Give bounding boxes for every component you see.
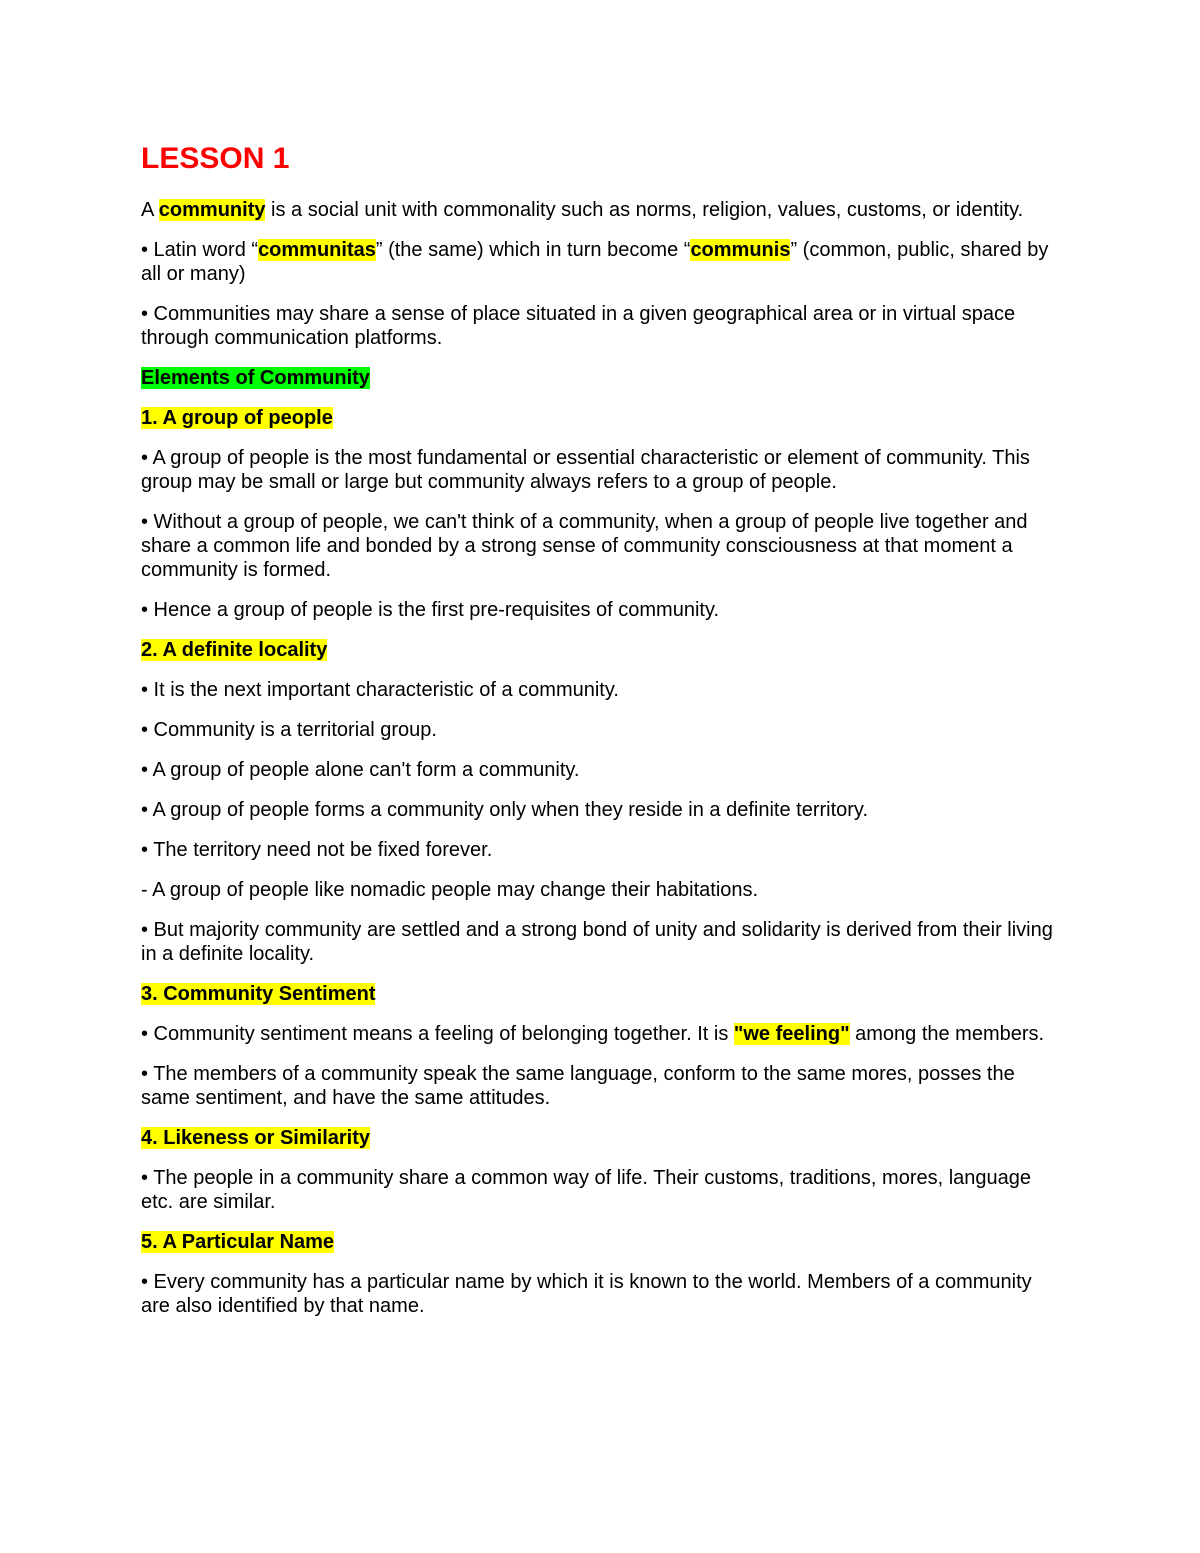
section-heading-likeness: 4. Likeness or Similarity xyxy=(141,1127,370,1149)
list-item: • A group of people forms a community only when they reside in a definite territory. xyxy=(141,799,869,821)
section-heading-community-sentiment: 3. Community Sentiment xyxy=(141,983,376,1005)
list-item: • The territory need not be fixed forever. xyxy=(141,839,493,861)
list-item: • It is the next important characteristic of a community. xyxy=(141,679,619,701)
section-heading-group-of-people: 1. A group of people xyxy=(141,407,333,429)
list-item: - A group of people like nomadic people may change their habitations. xyxy=(141,879,759,901)
intro-paragraph-etymology: • Latin word “communitas” (the same) which in turn become “communis” (common, public, shared by all or many) xyxy=(141,239,1049,285)
lesson-title: LESSON 1 xyxy=(141,142,290,175)
list-item: • Hence a group of people is the first pre-requisites of community. xyxy=(141,599,720,621)
term-communis: communis xyxy=(690,239,791,261)
term-community: community xyxy=(158,199,266,221)
list-item: • Without a group of people, we can't think of a community, when a group of people live together and share a common life and bonded by a strong sense of community consciousness at that moment a community is formed. xyxy=(141,511,1028,581)
intro-paragraph-place: • Communities may share a sense of place situated in a given geographical area or in virtual space through communication platforms. xyxy=(141,303,1016,349)
list-item: • Community sentiment means a feeling of belonging together. It is "we feeling" among the members. xyxy=(141,1023,1045,1045)
list-item: • A group of people is the most fundamental or essential characteristic or element of community. This group may be small or large but community always refers to a group of people. xyxy=(141,447,1030,493)
list-item: • Every community has a particular name by which it is known to the world. Members of a community are also identified by that name. xyxy=(141,1271,1032,1317)
list-item: • The people in a community share a common way of life. Their customs, traditions, mores, language etc. are similar. xyxy=(141,1167,1032,1213)
intro-paragraph-definition: A community is a social unit with commonality such as norms, religion, values, customs, or identity. xyxy=(141,199,1024,221)
section-heading-particular-name: 5. A Particular Name xyxy=(141,1231,335,1253)
list-item: • Community is a territorial group. xyxy=(141,719,437,741)
list-item: • But majority community are settled and a strong bond of unity and solidarity is derived from their living in a definite locality. xyxy=(141,919,1053,965)
elements-heading: Elements of Community xyxy=(141,367,370,389)
list-item: • A group of people alone can't form a community. xyxy=(141,759,580,781)
list-item: • The members of a community speak the same language, conform to the same mores, posses the same sentiment, and have the same attitudes. xyxy=(141,1063,1015,1109)
section-heading-definite-locality: 2. A definite locality xyxy=(141,639,328,661)
term-communitas: communitas xyxy=(258,239,376,261)
document-page xyxy=(141,136,1061,1334)
term-we-feeling: "we feeling" xyxy=(733,1023,850,1045)
